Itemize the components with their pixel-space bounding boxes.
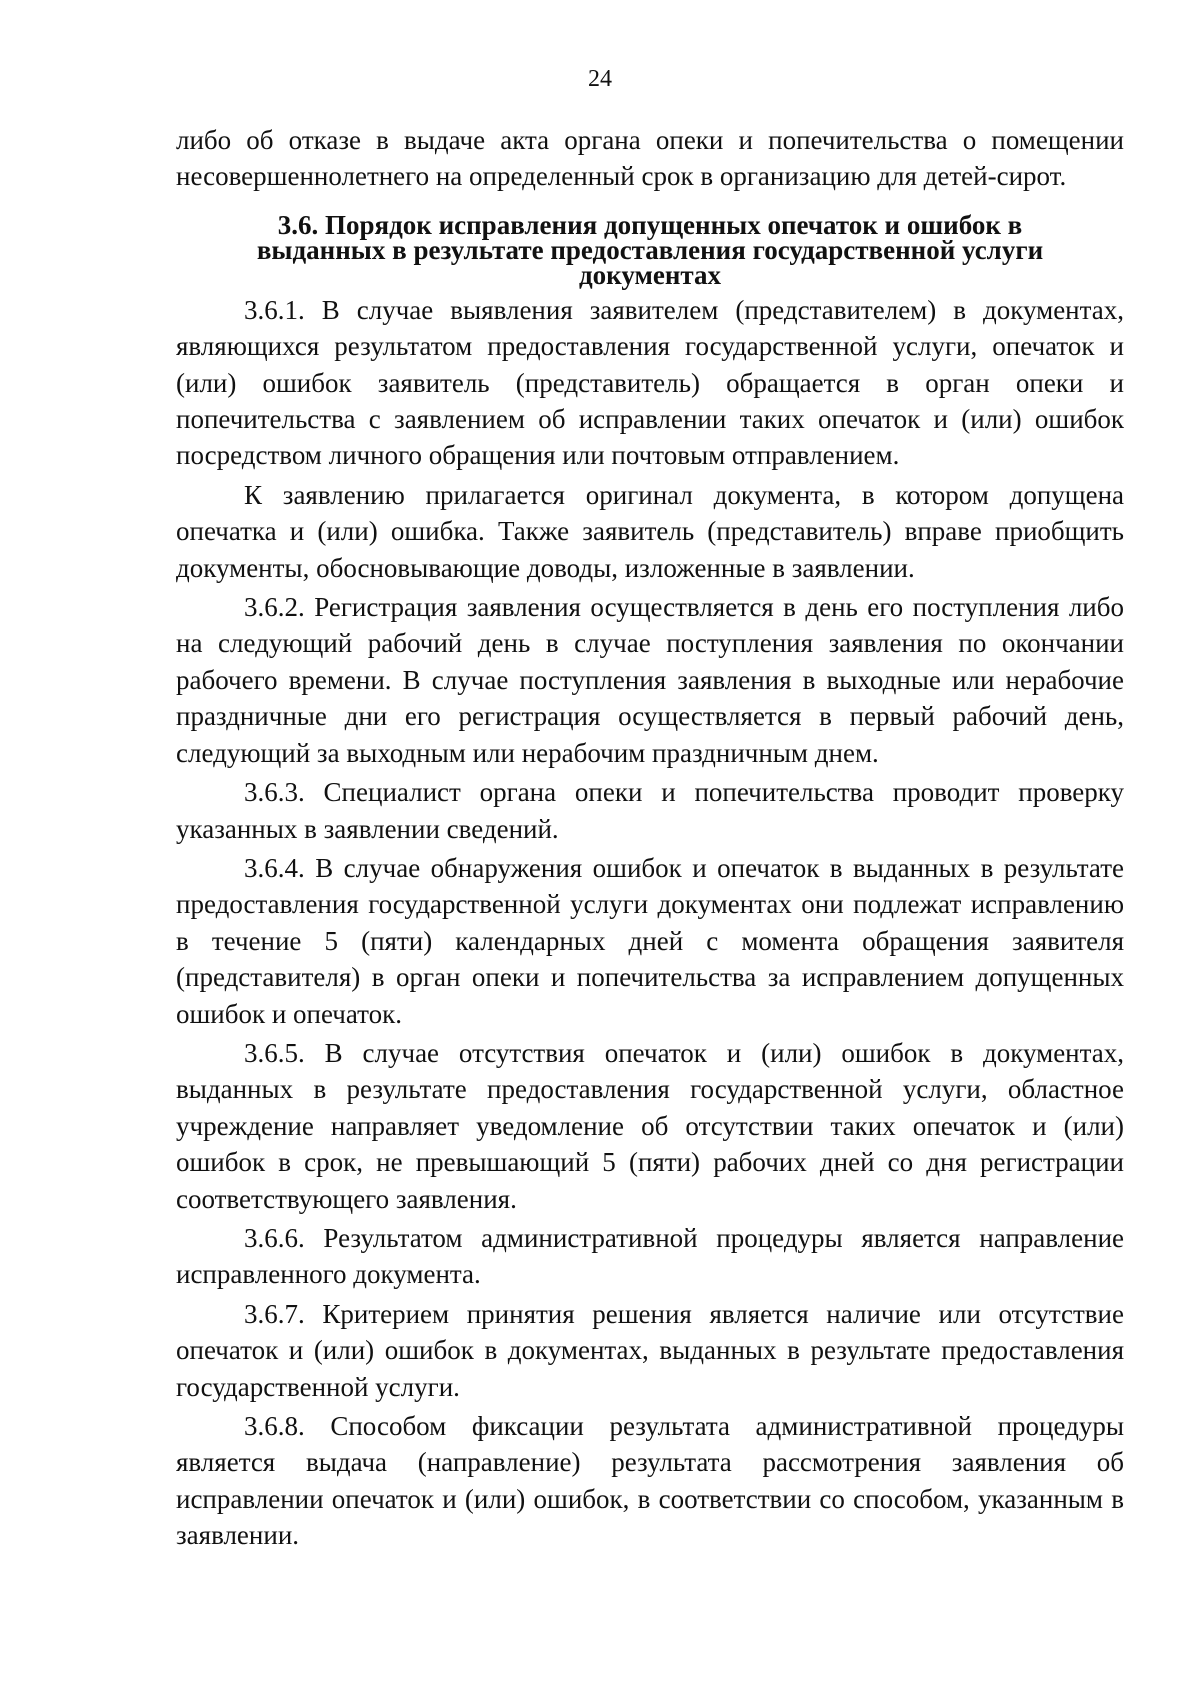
paragraph-3-6-2: 3.6.2. Регистрация заявления осуществляется в день его поступления либо на следующий рабочий день в случае поступления заявления по окончании рабочего времени. В случае поступления заявления в выходные или нерабочие праздничные дни его регистрация осуществляется в первый рабочий день, следующий за выходным или нерабочим праздничным днем. — [176, 592, 1124, 768]
paragraph-3-6-7: 3.6.7. Критерием принятия решения является наличие или отсутствие опечаток и (или) ошибок в документах, выданных в результате предоставления государственной услуги. — [176, 1298, 1124, 1402]
paragraph-3-6-3: 3.6.3. Специалист органа опеки и попечительства проводит проверку указанных в заявлении сведений. — [176, 777, 1124, 844]
section-heading-line: документах — [578, 259, 721, 290]
paragraph-3-6-8: 3.6.8. Способом фиксации результата административной процедуры является выдача (направление) результата рассмотрения заявления об исправлении опечаток и (или) ошибок, в соответствии со способом, указанным в заявлении. — [176, 1411, 1124, 1551]
paragraph-attachment: К заявлению прилагается оригинал документа, в котором допущена опечатка и (или) ошибка. Также заявитель (представитель) вправе приобщить документы, обосновывающие доводы, изложенные в заявлении. — [176, 479, 1124, 583]
section-heading-line: выданных в результате предоставления государственной услуги — [256, 234, 1044, 265]
paragraph-3-6-5: 3.6.5. В случае отсутствия опечаток и (или) ошибок в документах, выданных в результате предоставления государственной услуги, областное учреждение направляет уведомление об отсутствии таких опечаток и (или) ошибок в срок, не превышающий 5 (пяти) рабочих дней со дня регистрации соответствующего заявления. — [176, 1037, 1124, 1214]
paragraph-3-6-1: 3.6.1. В случае выявления заявителем (представителем) в документах, являющихся результатом предоставления государственной услуги, опечаток и (или) ошибок заявитель (представитель) обращается в орган опеки и попечительства с заявлением об исправлении таких опечаток и (или) ошибок посредством личного обращения или почтовым отправлением. — [176, 294, 1124, 471]
paragraph-3-6-6: 3.6.6. Результатом административной процедуры является направление исправленного документа. — [176, 1222, 1124, 1290]
intro-paragraph: либо об отказе в выдаче акта органа опеки и попечительства о помещении несовершеннолетнего на определенный срок в организацию для детей-сирот. — [176, 125, 1124, 192]
document-body — [176, 122, 1124, 1554]
paragraph-3-6-4: 3.6.4. В случае обнаружения ошибок и опечаток в выданных в результате предоставления государственной услуги документах они подлежат исправлению в течение 5 (пяти) календарных дней с момента обращения заявителя (представителя) в орган опеки и попечительства за исправлением допущенных ошибок и опечаток. — [176, 852, 1124, 1029]
section-heading — [176, 209, 1124, 290]
section-heading-line: 3.6. Порядок исправления допущенных опечаток и ошибок в — [277, 209, 1023, 240]
page-number: 24 — [588, 66, 612, 92]
